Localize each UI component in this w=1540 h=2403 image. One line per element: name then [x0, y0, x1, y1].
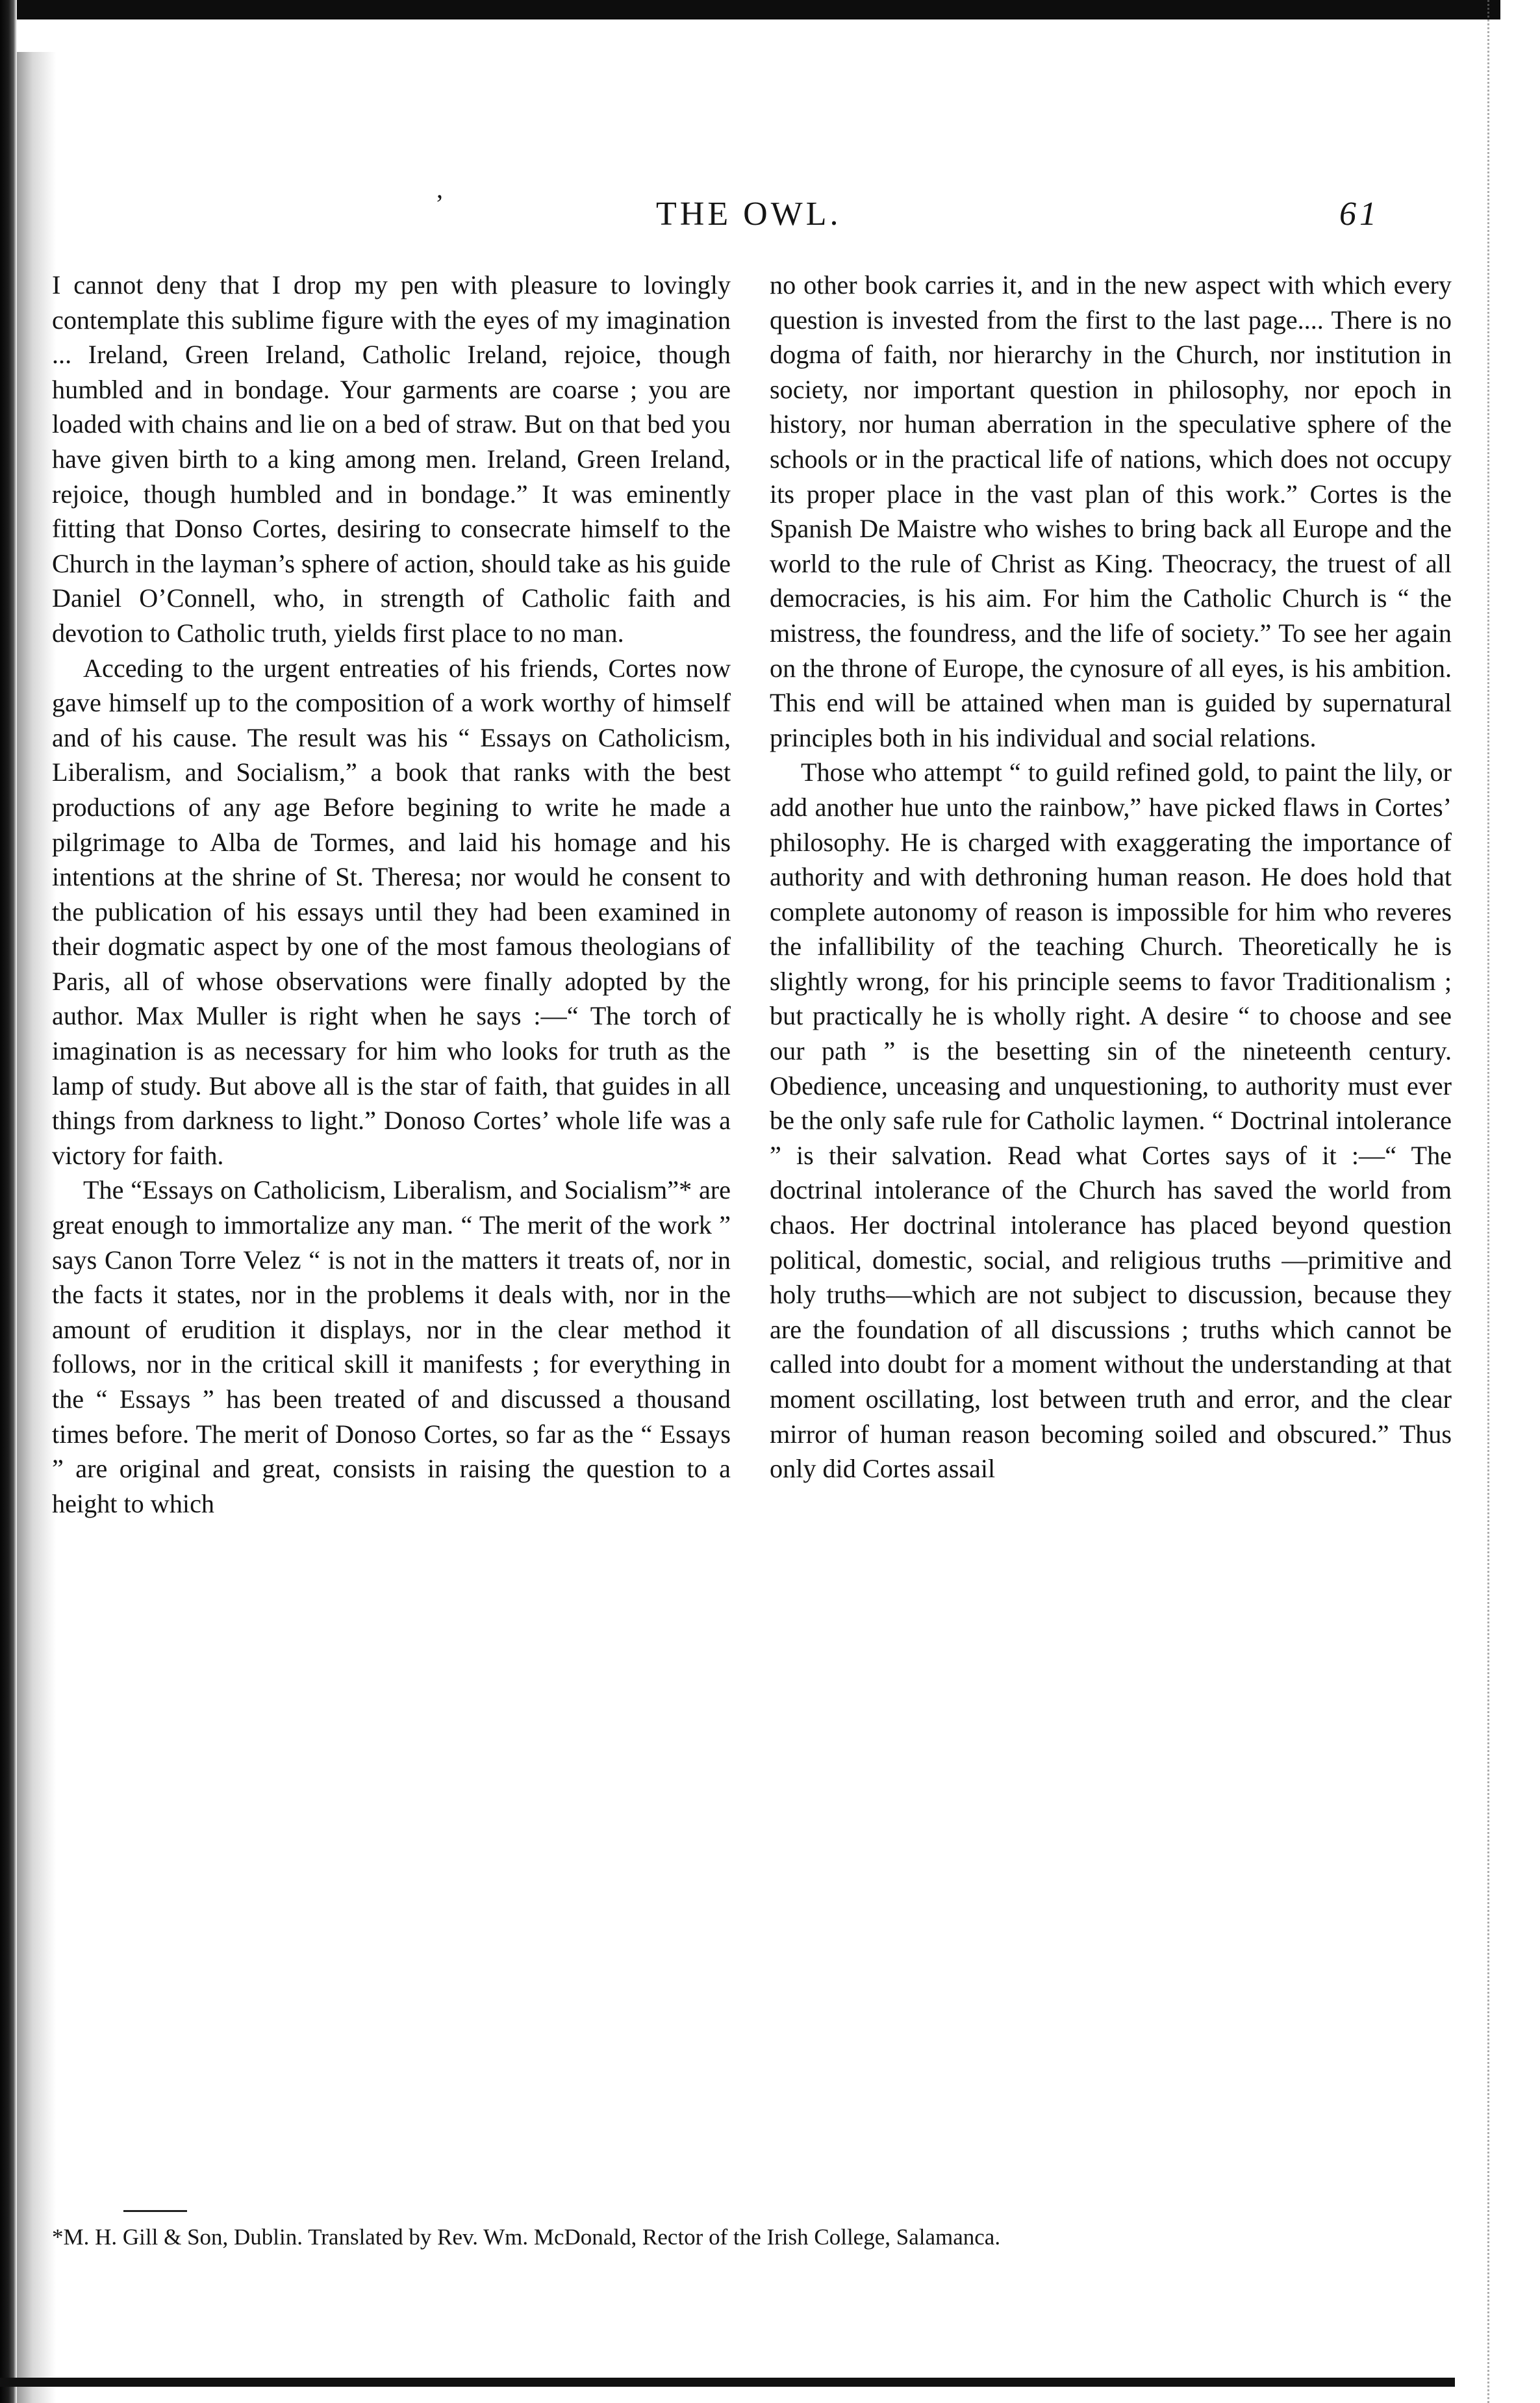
paragraph: Those who attempt “ to guild refined gold, to paint the lily, or add another hue unto the rainbow,” have picked flaws in Cortes’ philosophy. He is charged with exaggerating the importance of authority and with dethroning human reason. He does hold that complete autonomy of reason is impossible for him who reveres the infallibility of the teaching Church. Theoretically he is slightly wrong, for his principle seems to favor Traditionalism ; but practically he is wholly right. A desire “ to choose and see our path ” is the besetting sin of the nineteenth century. Obedience, unceasing and unquestioning, to authority must ever be the only safe rule for Catholic laymen. “ Doctrinal intolerance ” is their salvation. Read what Cortes says of it :—“ The doctrinal intolerance of the Church has saved the world from chaos. Her doctrinal intolerance has placed beyond question political, domestic, social, and religious truths —primitive and holy truths—which are not subject to discussion, because they are the foundation of all discussions ; truths which cannot be called into doubt for a moment without the understanding at that moment oscillating, lost between truth and error, and the clear mirror of human reason becoming soiled and obscured.” Thus only did Cortes assail — [770, 757, 1452, 1484]
scan-edge-left — [0, 0, 17, 2403]
scan-edge-bottom — [0, 2378, 1455, 2387]
paragraph: The “Essays on Catholicism, Liberalism, and Socialism”* are great enough to immortalize any man. “ The merit of the work ” says Canon Torre Velez “ is not in the matters it treats of, nor in the facts it states, nor in the problems it deals with, nor in the amount of erudition it displays, nor in the clear method it follows, nor in the critical skill it manifests ; for everything in the “ Essays ” has been treated of and discussed a thousand times before. The merit of Donoso Cortes, so far as the “ Essays ” are original and great, consists in raising the question to a height to which — [52, 1175, 731, 1518]
paragraph: I cannot deny that I drop my pen with pleasure to lovingly contemplate this sublime figure with the eyes of my imagination ... Ireland, Green Ireland, Catholic Ireland, rejoice, though humbled and in bondage. Your garments are coarse ; you are loaded with chains and lie on a bed of straw. But on that bed you have given birth to a king among men. Ireland, Green Ireland, rejoice, though humbled and in bondage.” It was eminently fitting that Donso Cortes, desiring to consecrate himself to the Church in the layman’s sphere of action, should take as his guide Daniel O’Connell, who, in strength of Catholic faith and devotion to Catholic truth, yields first place to no man. — [52, 270, 731, 648]
page-number: 61 — [1339, 196, 1380, 233]
paragraph: Acceding to the urgent entreaties of his friends, Cortes now gave himself up to the composition of a work worthy of himself and of his cause. The result was his “ Essays on Catholicism, Liberalism, and Socialism,” a book that ranks with the best productions of any age Before begining to write he made a pilgrimage to Alba de Tormes, and laid his homage and his intentions at the shrine of St. Theresa; nor would he consent to the publication of his essays until they had been examined in their dogmatic aspect by one of the most famous theologians of Paris, all of whose observations were finally adopted by the author. Max Muller is right when he says :—“ The torch of imagination is as necessary for him who looks for truth as the lamp of study. But above all is the star of faith, that guides in all things from darkness to light.” Donoso Cortes’ whole life was a victory for faith. — [52, 653, 731, 1170]
paragraph: no other book carries it, and in the new aspect with which every question is invested from the first to the last page.... There is no dogma of faith, nor hierarchy in the Church, nor institution in society, nor important question in philosophy, nor epoch in history, nor human aberration in the speculative sphere of the schools or in the practical life of nations, which does not occupy its proper place in the vast plan of this work.” Cortes is the Spanish De Maistre who wishes to bring back all Europe and the world to the rule of Christ as King. Theocracy, the truest of all democracies, is his aim. For him the Catholic Church is “ the mistress, the foundress, and the life of society.” To see her again on the throne of Europe, the cynosure of all eyes, is his ambition. This end will be attained when man is guided by supernatural principles both in his individual and social relations. — [770, 270, 1452, 752]
running-head — [435, 189, 1383, 247]
footnote: *M. H. Gill & Son, Dublin. Translated by Rev. Wm. McDonald, Rector of the Irish College, Salamanca. — [52, 2224, 1001, 2250]
footnote-rule — [123, 2210, 187, 2212]
scan-shadow-left — [17, 52, 56, 2403]
header-mark: ’ — [435, 189, 448, 218]
right-column — [770, 268, 1452, 1486]
scan-edge-top — [0, 0, 1500, 19]
left-column — [52, 268, 731, 1521]
journal-title: THE OWL. — [656, 196, 842, 233]
scan-edge-right — [1487, 0, 1495, 2403]
